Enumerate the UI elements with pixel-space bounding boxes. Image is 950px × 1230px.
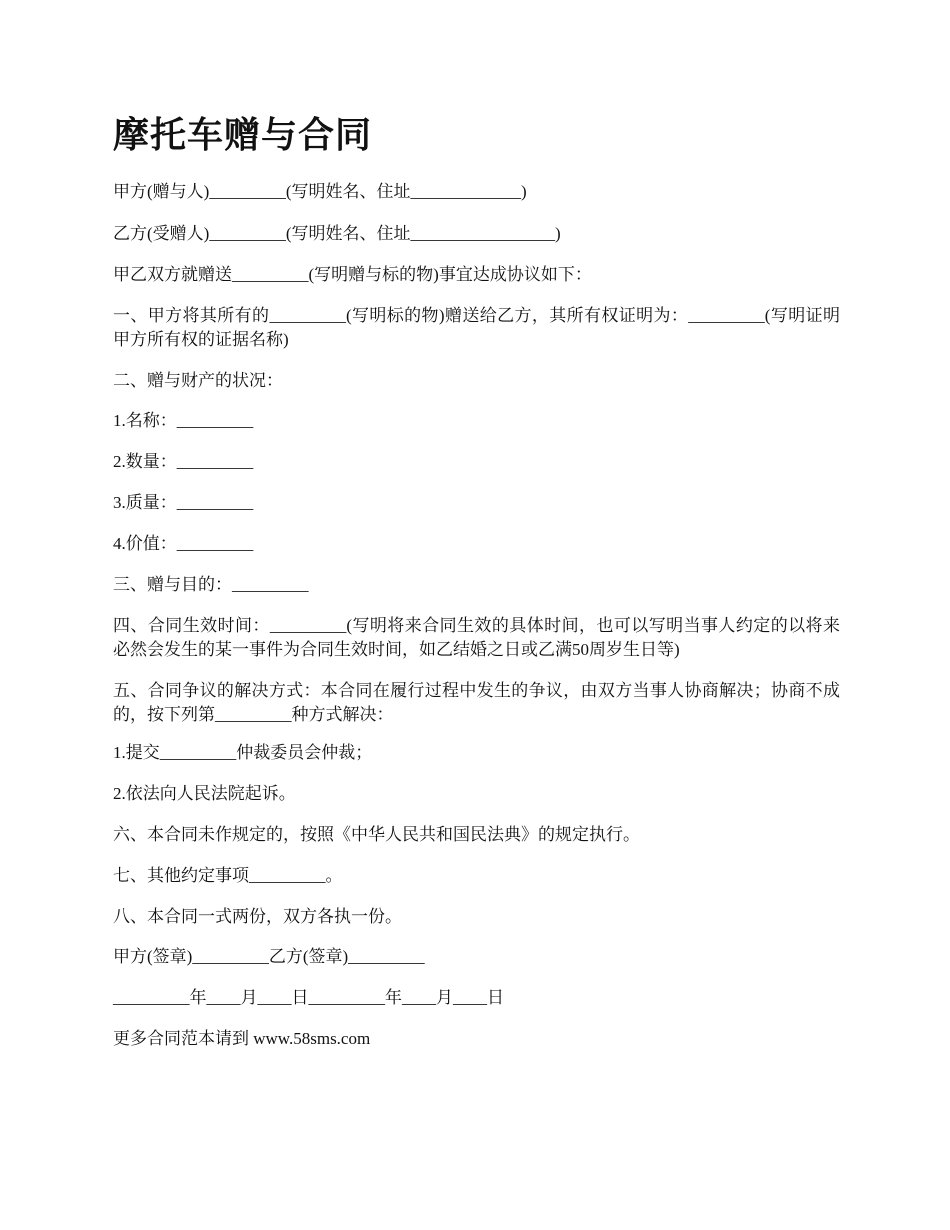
clause-3: 三、赠与目的：_________ <box>113 575 309 594</box>
clause-5: 五、合同争议的解决方式：本合同在履行过程中发生的争议，由双方当事人协商解决；协商不成的，按下列第_________种方式解决： <box>113 681 840 724</box>
clause-6: 六、本合同未作规定的，按照《中华人民共和国民法典》的规定执行。 <box>113 825 640 844</box>
party-a-line: 甲方(赠与人)_________(写明姓名、住址_____________) <box>113 182 527 201</box>
agreement-intro: 甲乙双方就赠送_________(写明赠与标的物)事宜达成协议如下： <box>113 265 592 284</box>
signature-line: 甲方(签章)_________乙方(签章)_________ <box>113 947 425 966</box>
clause-2-item-name: 1.名称：_________ <box>113 411 254 430</box>
party-b-line: 乙方(受赠人)_________(写明姓名、住址_________________) <box>113 224 561 243</box>
clause-1: 一、甲方将其所有的_________(写明标的物)赠送给乙方，其所有权证明为：_________(写明证明甲方所有权的证据名称) <box>113 306 840 349</box>
clause-2-item-value: 4.价值：_________ <box>113 534 254 553</box>
clause-4: 四、合同生效时间：_________(写明将来合同生效的具体时间，也可以写明当事人约定的以将来必然会发生的某一事件为合同生效时间，如乙结婚之日或乙满50周岁生日等) <box>113 616 840 659</box>
clause-2-heading: 二、赠与财产的状况： <box>113 371 283 390</box>
clause-8: 八、本合同一式两份，双方各执一份。 <box>113 907 402 926</box>
clause-7: 七、其他约定事项_________。 <box>113 866 343 885</box>
document-title: 摩托车赠与合同 <box>113 115 373 156</box>
clause-5-option-2: 2.依法向人民法院起诉。 <box>113 784 296 803</box>
footer-note: 更多合同范本请到 www.58sms.com <box>113 1029 371 1048</box>
date-line: _________年____月____日_________年____月____日 <box>113 988 504 1007</box>
clause-5-option-1: 1.提交_________仲裁委员会仲裁； <box>113 743 373 762</box>
clause-2-item-quality: 3.质量：_________ <box>113 493 254 512</box>
clause-2-item-quantity: 2.数量：_________ <box>113 452 254 471</box>
